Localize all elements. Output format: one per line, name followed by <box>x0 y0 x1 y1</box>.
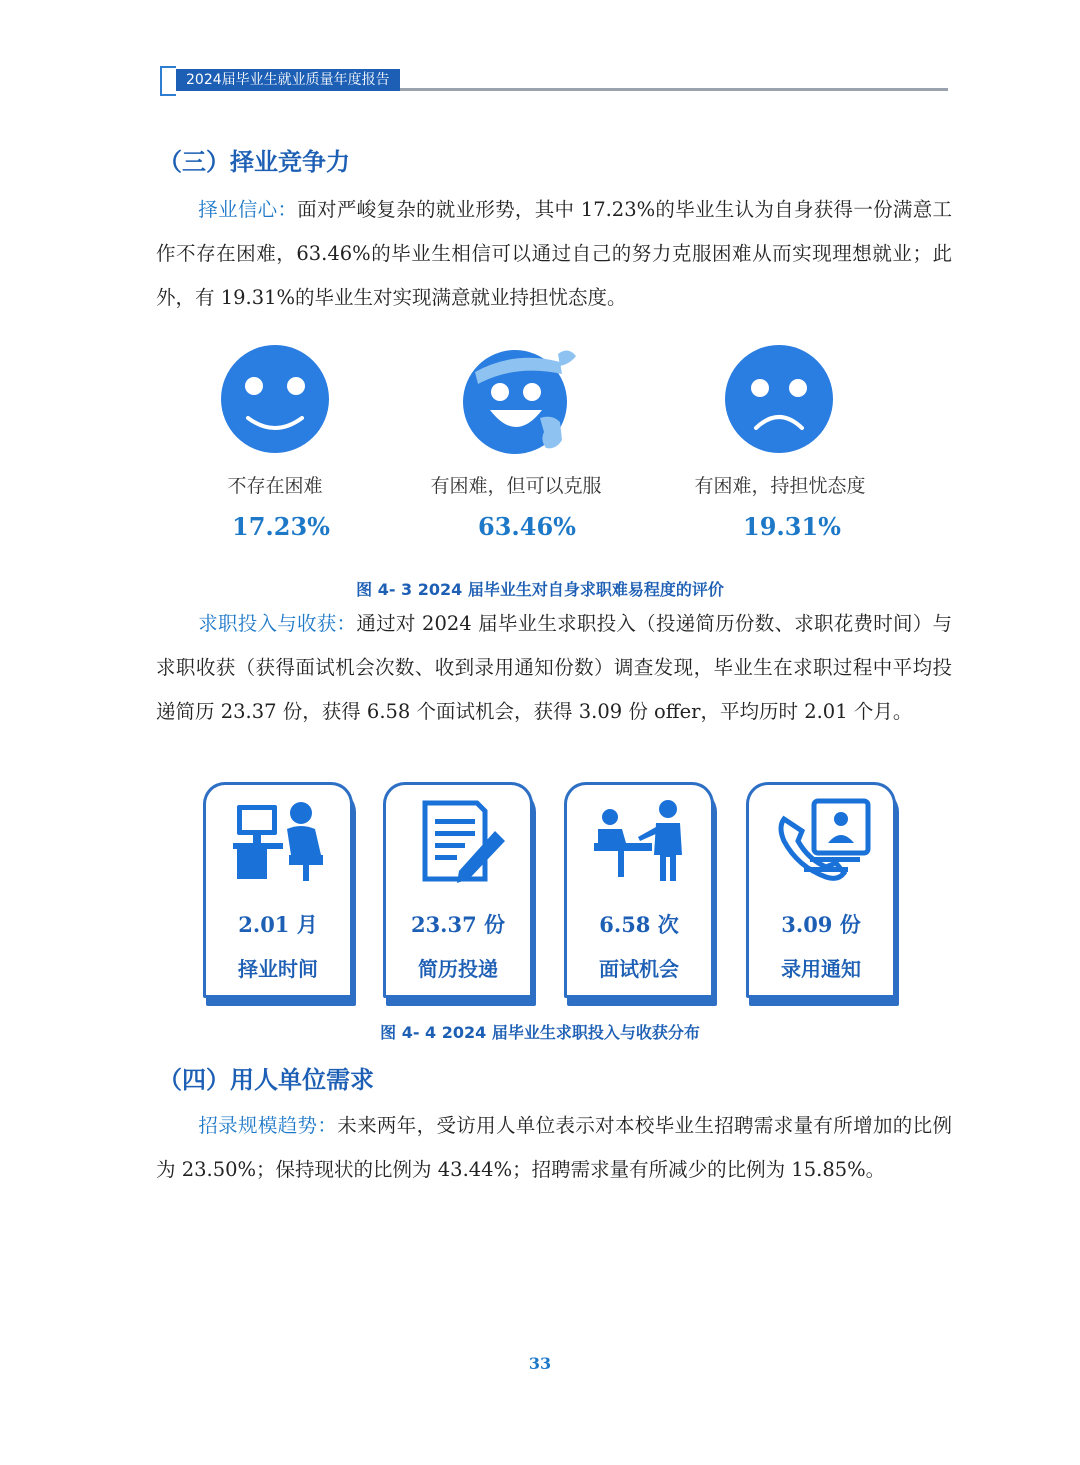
card-value: 3.09 份 <box>781 912 861 937</box>
figure-caption-4-4: 图 4- 4 2024 届毕业生求职投入与收获分布 <box>380 1023 700 1042</box>
resume-pen-icon <box>411 797 511 887</box>
sweat-grin-face-icon <box>460 344 580 454</box>
paragraph-text: 通过对 2024 届毕业生求职投入（投递简历份数、求职花费时间）与求职收获（获得面试机会次数、收到录用通知份数）调查发现，毕业生在求职过程中平均投递简历 23.37 份，获得 6.58 个面试机会，获得 3.09 份 offer，平均历时 2.01 个月。 <box>156 612 952 723</box>
paragraph-confidence <box>156 188 952 320</box>
card-label: 面试机会 <box>599 957 679 981</box>
card-value: 6.58 次 <box>599 912 679 937</box>
card-job-time <box>203 782 353 998</box>
paragraph-text: 面对严峻复杂的就业形势，其中 17.23%的毕业生认为自身获得一份满意工作不存在困难，63.46%的毕业生相信可以通过自己的努力克服困难从而实现理想就业；此外，有 19.31%的毕业生对实现满意就业持担忧态度。 <box>156 198 952 309</box>
card-label: 简历投递 <box>418 957 498 981</box>
interview-icon <box>592 797 692 887</box>
frown-face-icon <box>724 344 834 454</box>
face-value-worried: 19.31% <box>743 512 841 541</box>
face-label-no-difficulty: 不存在困难 <box>227 475 323 497</box>
paragraph-text: 未来两年，受访用人单位表示对本校毕业生招聘需求量有所增加的比例为 23.50%；保持现状的比例为 43.44%；招聘需求量有所减少的比例为 15.85%。 <box>156 1114 952 1181</box>
card-offer <box>746 782 896 998</box>
face-value-overcome: 63.46% <box>478 512 576 541</box>
card-value: 2.01 月 <box>238 912 318 937</box>
paragraph-recruit-trend <box>156 1104 952 1192</box>
paragraph-lead: 择业信心： <box>198 198 298 221</box>
report-header-title: 2024届毕业生就业质量年度报告 <box>176 69 400 91</box>
section-title-3: （三）择业竞争力 <box>158 148 350 176</box>
smile-face-icon <box>220 344 330 454</box>
header-bracket <box>160 66 176 96</box>
card-label: 录用通知 <box>781 957 861 981</box>
card-interview <box>564 782 714 998</box>
face-value-no-difficulty: 17.23% <box>232 512 330 541</box>
paragraph-lead: 招录规模趋势： <box>198 1114 338 1137</box>
figure-caption-4-3: 图 4- 3 2024 届毕业生对自身求职难易程度的评价 <box>356 580 724 599</box>
card-resume <box>383 782 533 998</box>
paragraph-lead: 求职投入与收获： <box>198 612 357 635</box>
card-label: 择业时间 <box>238 957 318 981</box>
face-label-worried: 有困难，持担忧态度 <box>694 475 866 497</box>
paragraph-job-input <box>156 602 952 734</box>
section-title-4: （四）用人单位需求 <box>158 1066 374 1094</box>
page-number: 33 <box>528 1354 552 1373</box>
card-value: 23.37 份 <box>410 912 506 937</box>
office-worker-icon <box>231 797 331 887</box>
phone-offer-icon <box>774 797 874 887</box>
face-label-overcome: 有困难，但可以克服 <box>430 475 602 497</box>
